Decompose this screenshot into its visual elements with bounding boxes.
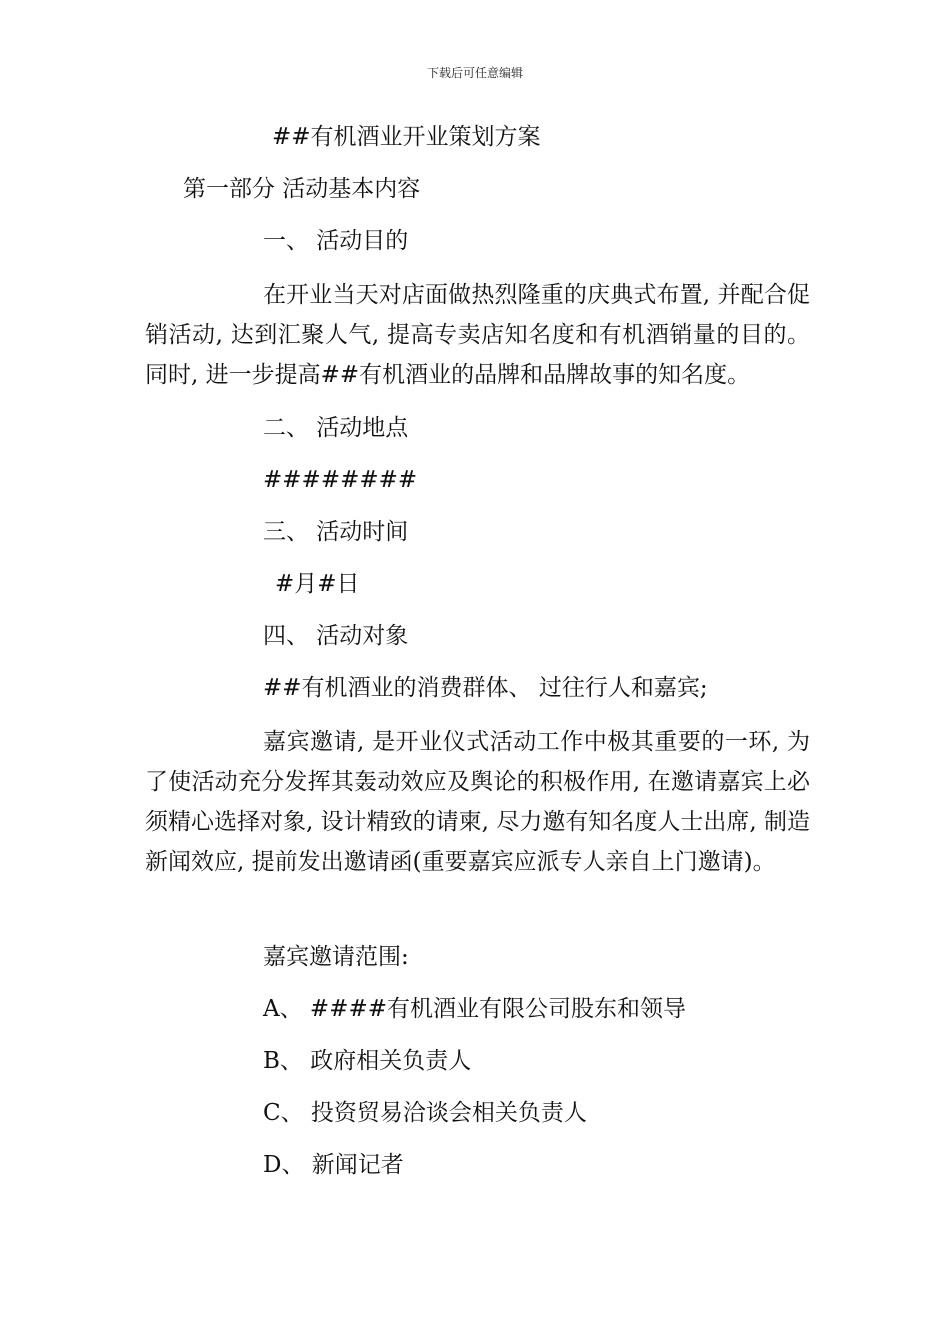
section-heading-purpose: 一、 活动目的	[263, 228, 409, 254]
time-value: #月#日	[275, 571, 360, 597]
list-item: C、 投资贸易洽谈会相关负责人	[263, 1100, 587, 1126]
document-title: ##有机酒业开业策划方案	[272, 124, 541, 150]
paragraph-invitation: 嘉宾邀请, 是开业仪式活动工作中极其重要的一环, 为了使活动充分发挥其轰动效应及舆论的积极作用, 在邀请嘉宾上必须精心选择对象, 设计精致的请柬, 尽力邀有知名度人士出席, 制造新闻效应, 提前发出邀请函(重要嘉宾应派专人亲自上门邀请)。	[145, 729, 810, 875]
section-heading-time: 三、 活动时间	[263, 519, 409, 545]
list-item: A、 ####有机酒业有限公司股东和领导	[263, 996, 687, 1022]
list-item: D、 新闻记者	[263, 1152, 404, 1178]
invite-scope-heading: 嘉宾邀请范围:	[263, 944, 409, 970]
section-heading-location: 二、 活动地点	[263, 415, 409, 441]
paragraph-purpose: 在开业当天对店面做热烈隆重的庆典式布置, 并配合促销活动, 达到汇聚人气, 提高专卖店知名度和有机酒销量的目的。同时, 进一步提高##有机酒业的品牌和品牌故事的知名度。	[145, 282, 810, 388]
audience-value: ##有机酒业的消费群体、 过往行人和嘉宾;	[263, 675, 708, 701]
location-value: ########	[263, 467, 418, 493]
list-item: B、 政府相关负责人	[263, 1048, 472, 1074]
page-header: 下载后可任意编辑	[426, 66, 523, 80]
part-heading: 第一部分 活动基本内容	[183, 176, 421, 202]
section-heading-audience: 四、 活动对象	[263, 623, 409, 649]
